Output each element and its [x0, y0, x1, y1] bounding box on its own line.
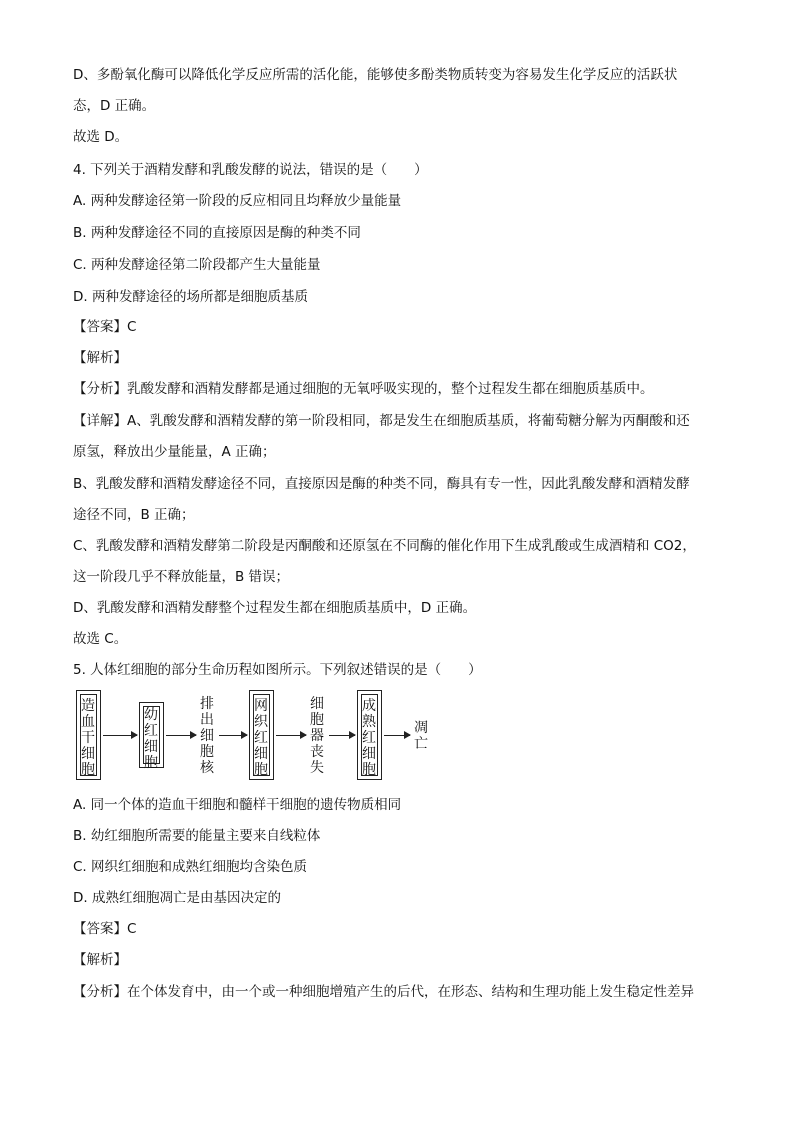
text-line: 故选 D。	[73, 129, 129, 145]
diagram-char: 胞	[81, 762, 95, 778]
step-enucleation	[197, 696, 217, 776]
arrow	[384, 735, 410, 736]
diagram-char: 细	[254, 746, 268, 762]
step-apoptosis	[411, 720, 431, 752]
diagram-char: 失	[310, 760, 324, 776]
diagram-char: 细	[81, 746, 95, 762]
diagram-char: 细	[200, 728, 214, 744]
diagram-char: 亡	[414, 736, 428, 752]
option-b: B. 幼红细胞所需要的能量主要来自线粒体	[73, 828, 321, 844]
text-line: D、多酚氧化酶可以降低化学反应所需的活化能，能够使多酚类物质转变为容易发生化学反应的活跃状	[73, 67, 678, 83]
diagram-char: 血	[81, 714, 95, 730]
text-line: 态，D 正确。	[73, 98, 156, 114]
text-line: 【分析】在个体发育中，由一个或一种细胞增殖产生的后代，在形态、结构和生理功能上发生稳定性差异	[73, 984, 694, 1000]
box-mature-rbc-label	[359, 698, 379, 778]
diagram-char: 熟	[362, 714, 376, 730]
diagram-char: 红	[254, 730, 268, 746]
option-c: C. 网织红细胞和成熟红细胞均含染色质	[73, 859, 308, 875]
diagram-char: 凋	[414, 720, 428, 736]
diagram-char: 网	[254, 698, 268, 714]
arrow	[276, 735, 306, 736]
diagram-char: 排	[200, 696, 214, 712]
diagram-char: 成	[362, 698, 376, 714]
diagram-char: 胞	[200, 744, 214, 760]
diagram-char: 丧	[310, 744, 324, 760]
diagram-char: 织	[254, 714, 268, 730]
option-c: C. 两种发酵途径第二阶段都产生大量能量	[73, 257, 321, 273]
diagram-char: 核	[200, 760, 214, 776]
diagram-char: 胞	[254, 762, 268, 778]
arrow	[329, 735, 355, 736]
diagram-char: 胞	[310, 712, 324, 728]
diagram-char: 幼	[144, 707, 158, 723]
diagram-char: 红	[362, 730, 376, 746]
text-line: D、乳酸发酵和酒精发酵整个过程发生都在细胞质基质中，D 正确。	[73, 600, 477, 616]
diagram-char: 器	[310, 728, 324, 744]
analysis-label: 【解析】	[73, 350, 127, 366]
text-line: 【详解】A、乳酸发酵和酒精发酵的第一阶段相同，都是发生在细胞质基质，将葡萄糖分解为丙酮酸和还	[73, 413, 690, 429]
diagram-char: 出	[200, 712, 214, 728]
box-hsc-label	[78, 698, 98, 778]
text-line: C、乳酸发酵和酒精发酵第二阶段是丙酮酸和还原氢在不同酶的催化作用下生成乳酸或生成酒精和 CO2，	[73, 538, 696, 554]
question-4: 4. 下列关于酒精发酵和乳酸发酵的说法，错误的是（ ）	[73, 162, 428, 178]
answer-label: 【答案】C	[73, 319, 137, 335]
text-line: B、乳酸发酵和酒精发酵途径不同，直接原因是酶的种类不同，酶具有专一性，因此乳酸发酵和酒精发酵	[73, 476, 690, 492]
diagram-char: 造	[81, 698, 95, 714]
diagram-char: 干	[81, 730, 95, 746]
box-erythroblast-label	[141, 707, 161, 771]
option-d: D. 两种发酵途径的场所都是细胞质基质	[73, 289, 308, 305]
analysis-label: 【解析】	[73, 952, 127, 968]
arrow	[166, 735, 196, 736]
step-organelle-loss	[307, 696, 327, 776]
diagram-char: 细	[144, 739, 158, 755]
option-d: D. 成熟红细胞凋亡是由基因决定的	[73, 890, 281, 906]
diagram-char: 细	[362, 746, 376, 762]
red-cell-lifecycle-diagram	[73, 690, 453, 782]
text-line: 原氢，释放出少量能量，A 正确；	[73, 444, 276, 460]
question-5: 5. 人体红细胞的部分生命历程如图所示。下列叙述错误的是（ ）	[73, 662, 482, 678]
arrow	[219, 735, 247, 736]
option-a: A. 两种发酵途径第一阶段的反应相同且均释放少量能量	[73, 193, 402, 209]
box-reticulocyte-label	[251, 698, 271, 778]
diagram-char: 红	[144, 723, 158, 739]
arrow	[103, 735, 137, 736]
diagram-char: 胞	[144, 755, 158, 771]
option-a: A. 同一个体的造血干细胞和髓样干细胞的遗传物质相同	[73, 797, 402, 813]
text-line: 这一阶段几乎不释放能量，B 错误；	[73, 569, 290, 585]
option-b: B. 两种发酵途径不同的直接原因是酶的种类不同	[73, 225, 361, 241]
diagram-char: 胞	[362, 762, 376, 778]
text-line: 途径不同，B 正确；	[73, 507, 195, 523]
text-line: 【分析】乳酸发酵和酒精发酵都是通过细胞的无氧呼吸实现的，整个过程发生都在细胞质基质中。	[73, 381, 654, 397]
diagram-char: 细	[310, 696, 324, 712]
answer-label: 【答案】C	[73, 921, 137, 937]
text-line: 故选 C。	[73, 631, 128, 647]
